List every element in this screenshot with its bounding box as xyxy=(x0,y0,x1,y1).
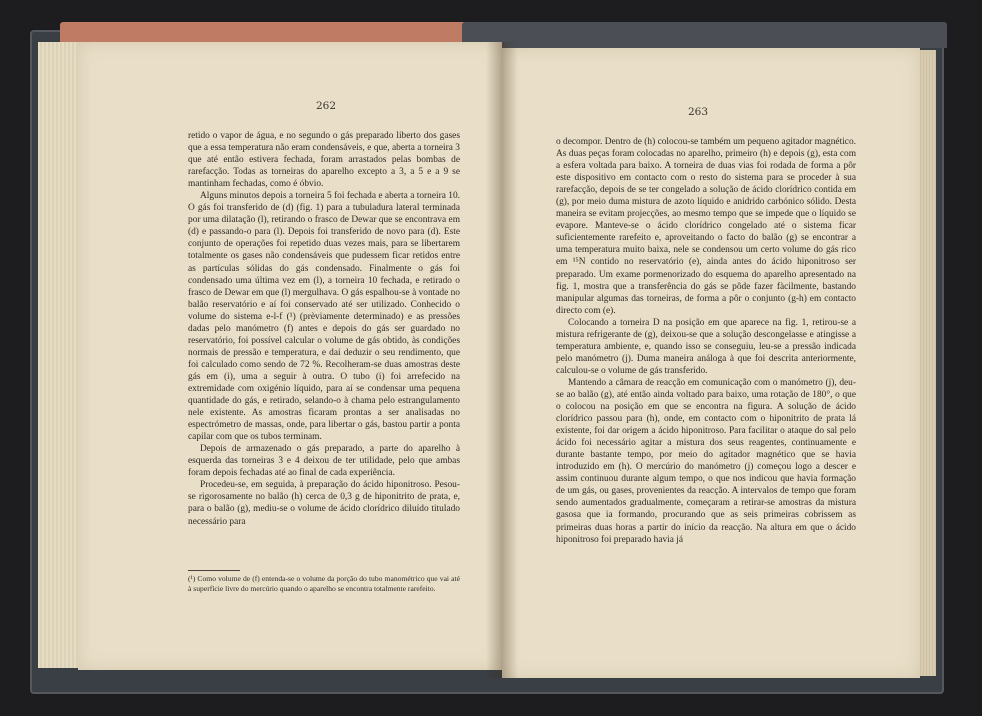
cover-edge-right xyxy=(462,22,947,48)
right-page-body xyxy=(556,136,856,546)
left-page-stack xyxy=(38,42,78,668)
page-number-left: 262 xyxy=(316,100,337,112)
left-footnote: (¹) Como volume de (f) entenda-se o volume da porção do tubo manométrico que vai até à superfície livre do mercúrio quando o aparelho se encontra totalmente rarefeito. xyxy=(188,574,460,593)
right-page-stack xyxy=(918,50,936,676)
left-page-body xyxy=(188,130,460,528)
left-paragraph-4: Procedeu-se, em seguida, à preparação do ácido hiponitroso. Pesou-se rigorosamente no balão (h) cerca de 0,3 g de hiponitrito de prata, e, para o balão (g), mediu-se o volume de ácido clorídrico diluído titulado necessário para xyxy=(188,480,460,527)
right-paragraph-1: o decompor. Dentro de (h) colocou-se também um pequeno agitador magnético. As duas peças foram colocadas no aparelho, primeiro (h) e depois (g), esta com a esfera voltada para baixo. A torneira de duas vias foi rodada de forma a pôr este dispositivo em contacto com o resto do sistema para se proceder à sua rarefacção, depois de se ter congelado a solução de ácido clorídrico contida em (g), por meio duma mistura de azoto líquido e anidrido carbónico sólido. Desta maneira se evitam projecções, ao mesmo tempo que se impede que o líquido se evapore. Manteve-se o ácido clorídrico congelado até o sistema ficar suficientemente rarefeito e, aproveitando o facto do balão (g) se encontrar a uma temperatura muito baixa, nele se condensou um certo volume do gás rico em ¹⁵N contido no reservatório (e), ainda antes do ácido hiponitroso ser preparado. Um exame pormenorizado do esquema do aparelho apresentado na fig. 1, mostra que a transferência do gás se pôde fazer fàcilmente, bastando manipular algumas das torneiras, de forma a pôr o conjunto (g-h) em contacto directo com (e). xyxy=(556,137,856,316)
left-paragraph-3: Depois de armazenado o gás preparado, a parte do aparelho à esquerda das torneiras 3 e 4 deixou de ter utilidade, pelo que ambas foram depois fechadas até ao final de cada experiência. xyxy=(188,444,460,479)
page-number-right: 263 xyxy=(688,106,709,118)
footnote-rule xyxy=(188,570,240,571)
right-paragraph-2: Colocando a torneira D na posição em que aparece na fig. 1, retirou-se a mistura refrigerante de (g), deixou-se que a solução descongelasse e atingisse a temperatura ambiente, e, quando isso se conseguiu, leu-se a pressão indicada pelo manómetro (j). Duma maneira análoga à que foi descrita anteriormente, calculou-se o volume de gás transferido. xyxy=(556,317,856,376)
left-paragraph-2: Alguns minutos depois a torneira 5 foi fechada e aberta a torneira 10. O gás foi transferido de (d) (fig. 1) para a tubuladura lateral terminada por uma dilatação (l), retirando o frasco de Dewar que se encontrava em (d) e passando-o para (l). Depois foi transferido de novo para (d). Este conjunto de operações foi repetido duas vezes mais, para se libertarem totalmente os gases não condensáveis que pudessem ficar retidos entre as partículas sólidas do gás condensado. Finalmente o gás foi condensado uma última vez em (l), a torneira 10 fechada, e retirado o frasco de Dewar em que (l) mergulhava. O gás espalhou-se à vontade no balão reservatório e aí foi conservado até ser utilizado. Conhecido o volume do sistema e-l-f (¹) (prèviamente determinado) e as pressões dadas pelo manómetro (f) antes e depois do gás ser guardado no reservatório, foi possível calcular o volume de gás obtido, às condições normais de pressão e temperatura, e daí deduzir o seu rendimento, que foi calculado como sendo de 72 %. Recolheram-se duas amostras deste gás em (i), uma a seguir à outra. O tubo (i) foi arrefecido na extremidade com oxigénio líquido, para aí se condensar uma pequena quantidade do gás, e retirado, selando-o à chama pelo estrangulamento nele existente. As amostras ficaram prontas a ser analisadas no espectrómetro de massas, onde, para libertar o gás, bastou partir a ponta capilar com que os tubos terminam. xyxy=(188,191,460,443)
right-paragraph-3: Mantendo a câmara de reacção em comunicação com o manómetro (j), deu-se ao balão (g), até então ainda voltado para baixo, uma rotação de 180°, o que o colocou na posição em que se encontra na figura. A solução de ácido clorídrico passou para (h), onde, em contacto com o hiponitrito de prata lá existente, foi dar origem a ácido hiponitroso. Para facilitar o ataque do sal pelo ácido foi necessário agitar a mistura dos seus reagentes, continuamente e durante bastante tempo, por meio do agitador magnético que se havia introduzido em (h). O mercúrio do manómetro (j) começou logo a descer e assim continuou durante algum tempo, o que nos indicou que havia formação de um gás, ou gases, provenientes da reacção. A intervalos de tempo que foram sendo aumentados gradualmente, começaram a retirar-se amostras da mistura gasosa que ia formando, procurando que as seis primeiras cobrissem as primeiras duas horas a partir do início da reacção. Na altura em que o ácido hiponitroso foi preparado havia já xyxy=(556,377,856,545)
left-paragraph-1: retido o vapor de água, e no segundo o gás preparado liberto dos gases que a essa temperatura não eram condensáveis, e que, aberta a torneira 3 que até então estivera fechada, foram arrastados pelas bombas de rarefacção. Todas as torneiras do aparelho excepto a 3, a 5 e a 9 se mantinham fechadas, como é óbvio. xyxy=(188,131,460,190)
